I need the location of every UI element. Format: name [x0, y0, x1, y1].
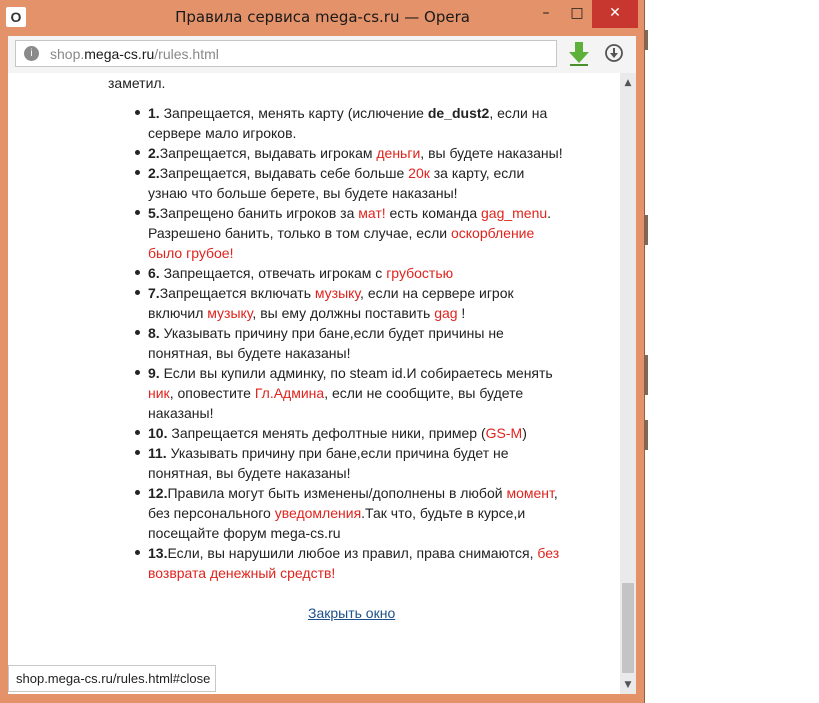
rule-text: , оповестите	[169, 385, 255, 401]
title-bar	[0, 0, 645, 36]
rule-highlight: музыку	[314, 285, 361, 301]
rule-text: Запрещается, выдавать игрокам	[159, 145, 377, 161]
rule-number: 10.	[148, 425, 168, 441]
minimize-button[interactable]: –	[542, 5, 550, 21]
rule-highlight: gag_menu	[481, 205, 548, 221]
rule-number: 5.	[148, 205, 160, 221]
rule-text: , вы ему должны поставить	[252, 305, 435, 321]
downloads-menu-icon[interactable]	[604, 43, 624, 63]
rule-highlight: GS-M	[485, 425, 523, 441]
rule-text: )	[522, 425, 527, 441]
rule-item	[148, 163, 563, 203]
rule-text: , вы будете наказаны!	[420, 145, 563, 161]
rule-highlight: без возврата денежный средств!	[148, 545, 560, 581]
rule-text: Указывать причину при бане,если будет причины не понятная, вы будете наказаны!	[148, 325, 504, 361]
rule-highlight: 20к	[408, 165, 430, 181]
site-info-icon[interactable]: i	[24, 46, 39, 61]
download-arrow-icon[interactable]	[567, 41, 591, 67]
rule-number: de_dust2	[427, 105, 490, 121]
rule-highlight: Гл.Админа	[254, 385, 325, 401]
rule-item	[148, 543, 563, 583]
rule-item	[148, 203, 563, 263]
rules-list	[148, 103, 563, 583]
rule-text: Запрещено банить игроков за	[159, 205, 359, 221]
rule-text: , если на сервере игрок включил	[148, 285, 514, 321]
rule-text: Запрещается, отвечать игрокам с	[159, 265, 387, 281]
rule-item	[148, 363, 563, 423]
rule-number: 2.	[148, 165, 160, 181]
rule-highlight: деньги	[376, 145, 421, 161]
rule-text: .Так что, будьте в курсе,и посещайте форум mega-cs.ru	[148, 505, 526, 541]
background-window-edge	[645, 215, 648, 245]
rule-text: Запрещается, выдавать себе больше	[159, 165, 409, 181]
rule-item	[148, 423, 563, 443]
rule-number: 9.	[148, 365, 160, 381]
background-window-edge	[645, 420, 648, 450]
rule-item	[148, 263, 563, 283]
rule-text: , без персонального	[148, 485, 558, 521]
rule-item	[148, 283, 563, 323]
maximize-button[interactable]: □	[570, 5, 584, 21]
rule-item	[148, 143, 563, 163]
rule-text: Запрещается менять дефолтные ники, пример (	[167, 425, 486, 441]
rule-text: Если вы купили админку, по steam id.И собираетесь менять	[159, 365, 553, 381]
close-window-button[interactable]: ✕	[592, 0, 638, 28]
rule-highlight: музыку	[207, 305, 253, 321]
rule-number: 13.	[148, 545, 168, 561]
rule-highlight: ник	[148, 385, 170, 401]
rule-highlight: gag	[434, 305, 458, 321]
rule-text: . Разрешено банить, только в том случае, если	[148, 205, 552, 241]
scroll-up-arrow-icon[interactable]: ▲	[624, 78, 632, 88]
url-text[interactable]	[50, 46, 219, 62]
rule-highlight: уведомления	[274, 505, 362, 521]
browser-toolbar	[8, 36, 636, 73]
scroll-down-arrow-icon[interactable]: ▼	[624, 680, 632, 690]
close-window-link[interactable]: Закрыть окно	[308, 605, 396, 621]
url-host: mega-cs.ru	[84, 46, 155, 62]
address-bar[interactable]	[15, 40, 557, 67]
rule-text: Запрещается, менять карту (ислючение	[159, 105, 428, 121]
url-prefix: shop.	[50, 46, 85, 62]
opera-logo-icon[interactable]: O	[6, 7, 26, 27]
page-content	[8, 73, 620, 694]
url-path: /rules.html	[154, 46, 219, 62]
rule-number: 11.	[148, 445, 167, 461]
rule-item	[148, 443, 563, 483]
rule-number: 12.	[148, 485, 168, 501]
rule-number: 1.	[148, 105, 160, 121]
scrollbar-thumb[interactable]	[622, 583, 634, 673]
rule-text: , если не сообщите, вы будете наказаны!	[148, 385, 524, 421]
rule-highlight: оскорбление было грубое!	[148, 225, 535, 261]
rule-text: , если на сервере мало игроков.	[148, 105, 548, 141]
status-bar-url: shop.mega-cs.ru/rules.html#close	[8, 665, 216, 692]
background-window-edge	[645, 30, 648, 50]
rule-highlight: мат!	[358, 205, 386, 221]
rule-number: 2.	[148, 145, 160, 161]
rule-text: Если, вы нарушили любое из правил, права снимаются,	[167, 545, 538, 561]
rule-item	[148, 103, 563, 143]
rule-highlight: момент	[506, 485, 554, 501]
rule-text: !	[457, 305, 466, 321]
rule-number: 8.	[148, 325, 160, 341]
window-title: Правила сервиса mega-cs.ru — Opera	[175, 8, 470, 26]
vertical-scrollbar[interactable]	[620, 73, 636, 694]
rule-text: Правила могут быть изменены/дополнены в любой	[167, 485, 507, 501]
rule-text: есть команда	[385, 205, 481, 221]
background-window-edge	[645, 355, 648, 395]
intro-text: заметил.	[108, 75, 166, 91]
rule-number: 6.	[148, 265, 160, 281]
rule-number: 7.	[148, 285, 160, 301]
rule-text: Запрещается включать	[159, 285, 315, 301]
rule-text: Указывать причину при бане,если причина будет не понятная, вы будете наказаны!	[148, 445, 509, 481]
rule-highlight: грубостью	[386, 265, 454, 281]
rule-item	[148, 483, 563, 543]
rule-item	[148, 323, 563, 363]
rule-text: за карту, если узнаю что больше берете, вы будете наказаны!	[148, 165, 525, 201]
